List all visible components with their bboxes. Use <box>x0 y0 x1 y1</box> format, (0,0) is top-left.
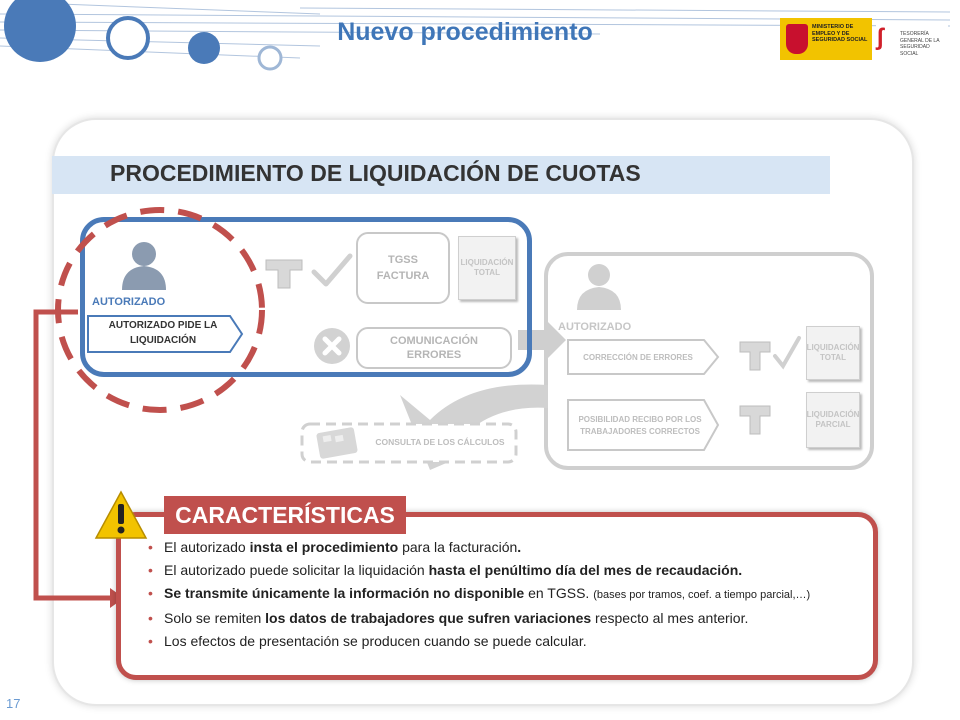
list-item <box>148 561 870 579</box>
liquidacion-parcial-doc: LIQUIDACIÓN PARCIAL <box>806 392 860 448</box>
characteristics-list <box>148 538 870 655</box>
consulta-label: CONSULTA DE LOS CÁLCULOS <box>375 437 505 447</box>
list-item <box>148 609 870 627</box>
characteristics-title: CARACTERÍSTICAS <box>164 496 406 534</box>
text: respecto al mes anterior. <box>591 610 749 626</box>
text: Solo se remiten <box>164 610 266 626</box>
text: en TGSS. <box>524 585 594 601</box>
text: (bases por tramos, coef. a tiempo parcial,…) <box>593 589 811 601</box>
text: Se transmite únicamente la información no disponible <box>164 585 525 601</box>
comunicacion-errores-box: COMUNICACIÓN ERRORES <box>356 327 512 369</box>
highlight-dashed-circle <box>50 200 270 420</box>
text: los datos de trabajadores que sufren variaciones <box>265 610 592 626</box>
partial-label: POSIBILIDAD RECIBO POR LOS TRABAJADORES CORRECTOS <box>578 415 702 436</box>
list-item <box>148 632 870 650</box>
request-label: AUTORIZADO PIDE LA LIQUIDACIÓN <box>108 320 218 346</box>
person-icon-grey <box>572 262 626 312</box>
right-actor-label: AUTORIZADO <box>558 321 632 333</box>
warning-icon <box>94 490 148 540</box>
list-item <box>148 584 870 604</box>
page-title: Nuevo procedimiento <box>337 18 593 46</box>
text: El autorizado <box>164 539 250 555</box>
list-item <box>148 538 870 556</box>
section-title: PROCEDIMIENTO DE LIQUIDACIÓN DE CUOTAS <box>110 160 641 186</box>
left-actor-label: AUTORIZADO <box>92 296 166 308</box>
text: El autorizado puede solicitar la liquidación <box>164 562 429 578</box>
checkmark-icon-right <box>772 334 802 372</box>
liquidacion-total-doc: LIQUIDACIÓN TOTAL <box>458 236 516 300</box>
text: Los efectos de presentación se producen cuando se puede calcular. <box>164 633 587 649</box>
error-x-icon <box>312 326 352 366</box>
ministerio-logo-text: MINISTERIO DE EMPLEO Y DE SEGURIDAD SOCIAL <box>812 24 868 43</box>
page-number: 17 <box>6 696 21 711</box>
text: hasta el penúltimo día del mes de recaudación. <box>428 562 743 578</box>
stamp-icon-right <box>738 338 772 376</box>
stamp-icon-partial <box>738 402 772 440</box>
correction-label: CORRECCIÓN DE ERRORES <box>583 353 693 362</box>
tgss-logo-text: TESORERÍA GENERAL DE LA SEGURIDAD SOCIAL <box>900 31 940 57</box>
text: . <box>517 539 522 555</box>
calculator-icon <box>314 424 362 460</box>
text: para la facturación <box>398 539 518 555</box>
checkmark-icon <box>310 250 354 290</box>
tgss-factura-box: TGSS FACTURA <box>356 232 450 304</box>
tgss-mark-icon: ʃ <box>876 24 884 51</box>
text: insta el procedimiento <box>249 539 399 555</box>
right-liquidacion-total-doc: LIQUIDACIÓN TOTAL <box>806 326 860 380</box>
